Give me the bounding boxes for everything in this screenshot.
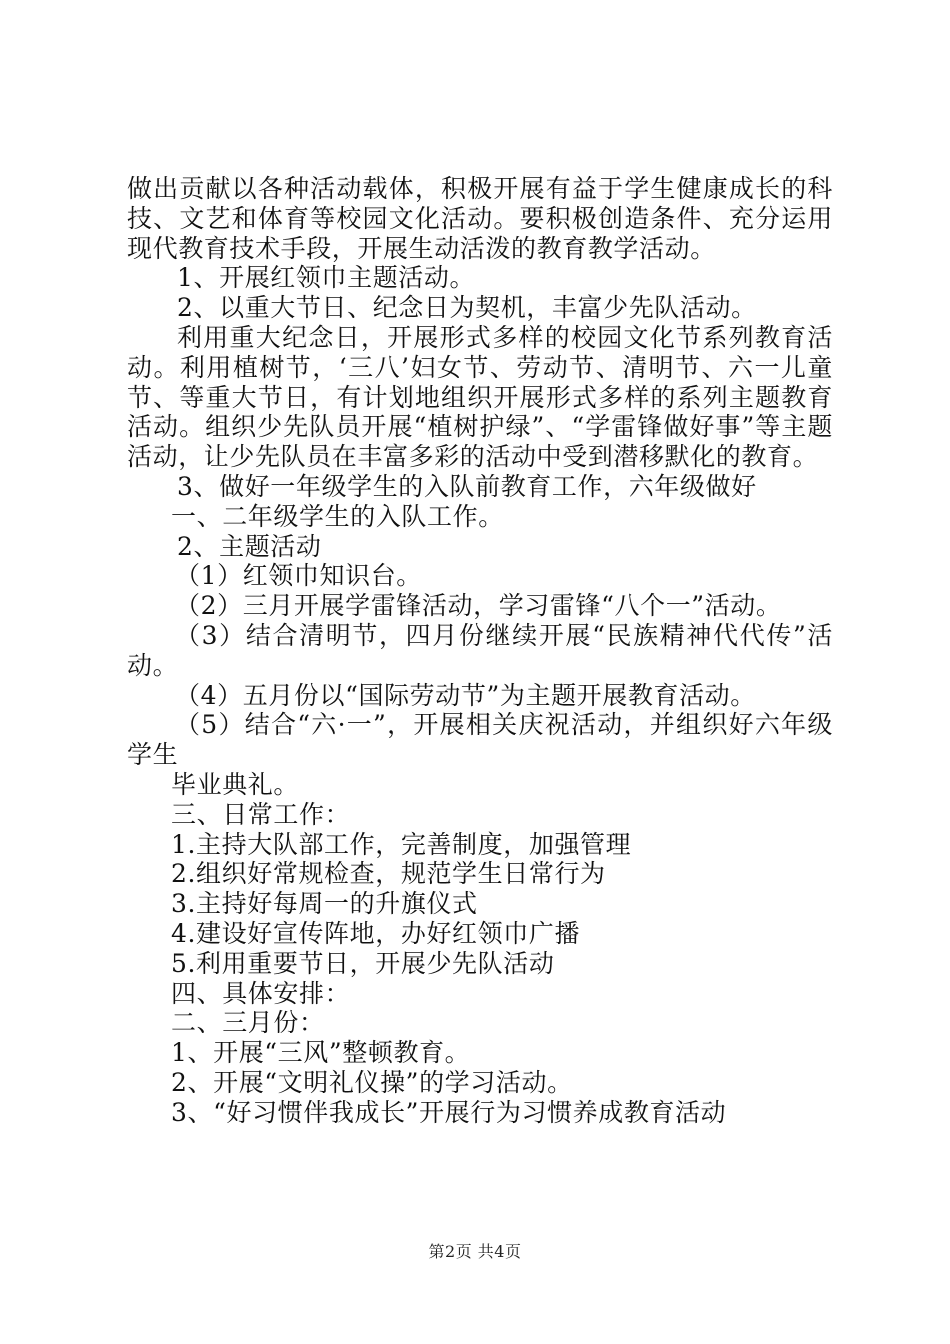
paragraph-theme-activities: 2、主题活动 bbox=[177, 531, 322, 561]
heading-specific-arrangements: 四、具体安排： bbox=[171, 978, 351, 1008]
page-number-label: 第2页 共4页 bbox=[428, 1242, 522, 1261]
list-item-march-2: 2、开展“文明礼仪操”的学习活动。 bbox=[171, 1067, 573, 1097]
paragraph-intro: 做出贡献以各种活动载体，积极开展有益于学生健康成长的科技、文艺和体育等校园文化活动。要积极创造条件、充分运用现代教育技术手段，开展生动活泼的教育教学活动。 bbox=[127, 174, 833, 263]
paragraph-sub-4: （4）五月份以“国际劳动节”为主题开展教育活动。 bbox=[175, 680, 756, 710]
paragraph-grade-two: 一、二年级学生的入队工作。 bbox=[171, 501, 504, 531]
paragraph-sub-1: （1）红领巾知识台。 bbox=[175, 561, 422, 591]
paragraph-sub-2: （2）三月开展学雷锋活动，学习雷锋“八个一”活动。 bbox=[175, 591, 782, 621]
paragraph-graduation: 毕业典礼。 bbox=[171, 769, 300, 799]
page-footer bbox=[0, 1242, 950, 1262]
list-item-march-3: 3、“好习惯伴我成长”开展行为习惯养成教育活动 bbox=[171, 1097, 727, 1127]
list-item-daily-3: 3.主持好每周一的升旗仪式 bbox=[171, 889, 478, 919]
paragraph-sub-5: （5）结合“六·一”，开展相关庆祝活动，并组织好六年级学生 bbox=[127, 710, 833, 770]
list-item-daily-5: 5.利用重要节日，开展少先队活动 bbox=[171, 948, 555, 978]
heading-feb-march: 二、三月份： bbox=[171, 1008, 325, 1038]
heading-daily-work: 三、日常工作： bbox=[171, 799, 351, 829]
list-item-march-1: 1、开展“三风”整顿教育。 bbox=[171, 1038, 471, 1068]
list-item-daily-4: 4.建设好宣传阵地，办好红领巾广播 bbox=[171, 918, 581, 948]
list-item-daily-2: 2.组织好常规检查，规范学生日常行为 bbox=[171, 859, 606, 889]
paragraph-festival-activities: 利用重大纪念日，开展形式多样的校园文化节系列教育活动。利用植树节，‘三八’妇女节、劳动节、清明节、六一儿童节、等重大节日，有计划地组织开展形式多样的系列主题教育活动。组织少先队员开展“植树护绿”、“学雷锋做好事”等主题活动，让少先队员在丰富多彩的活动中受到潜移默化的教育。 bbox=[127, 322, 833, 472]
paragraph-item-2: 2、以重大节日、纪念日为契机，丰富少先队活动。 bbox=[177, 293, 757, 323]
paragraph-sub-3: （3）结合清明节，四月份继续开展“民族精神代代传”活动。 bbox=[127, 620, 833, 680]
paragraph-item-3: 3、做好一年级学生的入队前教育工作，六年级做好 bbox=[177, 471, 757, 501]
document-body bbox=[127, 174, 833, 1128]
list-item-daily-1: 1.主持大队部工作，完善制度，加强管理 bbox=[171, 829, 632, 859]
paragraph-item-1: 1、开展红领巾主题活动。 bbox=[177, 263, 476, 293]
